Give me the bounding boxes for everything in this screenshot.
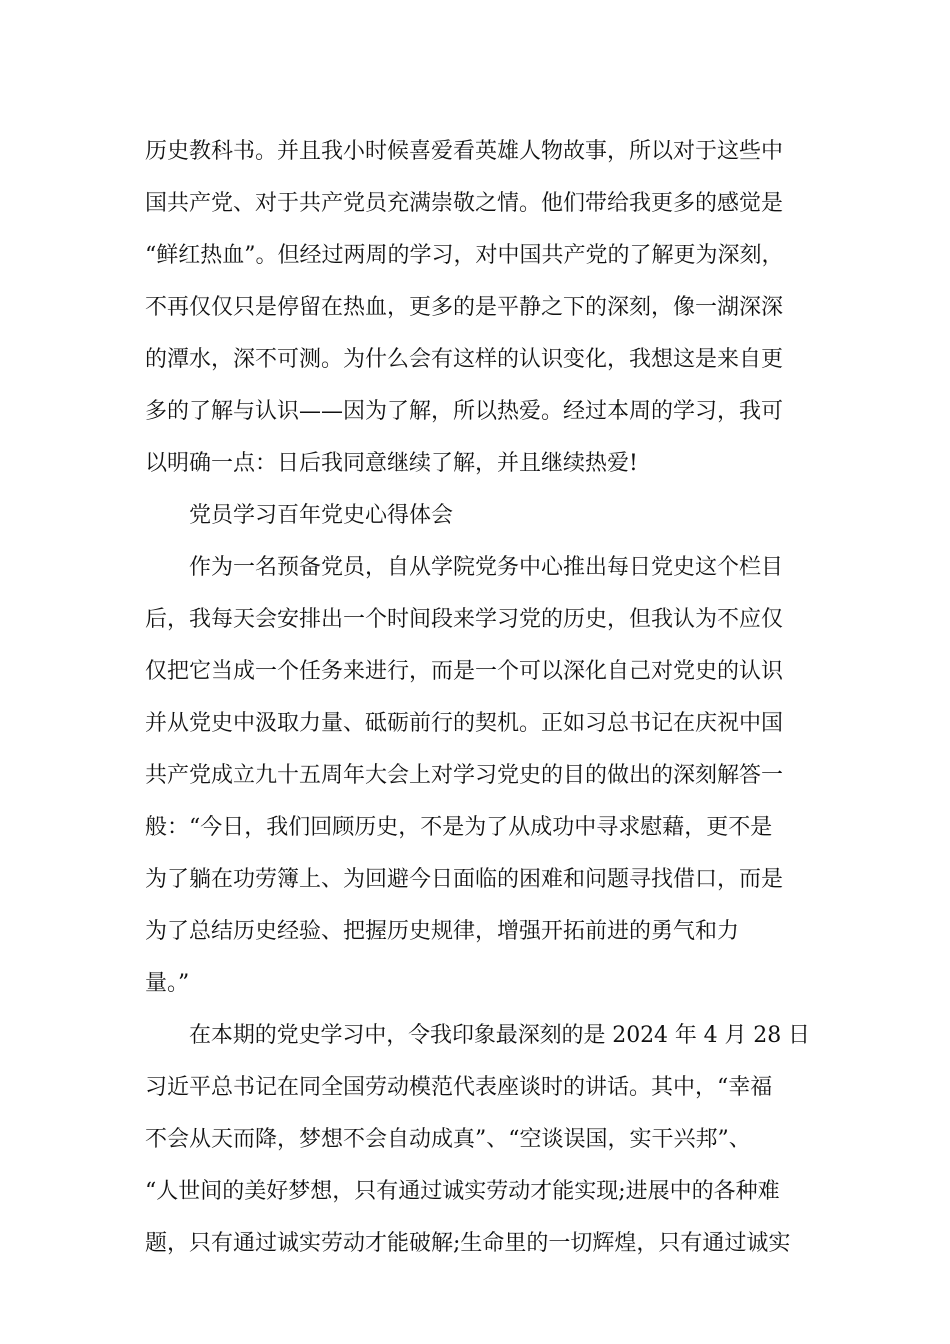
text-line: 为了躺在功劳簿上、为回避今日面临的困难和问题寻找借口，而是	[145, 867, 784, 892]
text-line: 作为一名预备党员，自从学院党务中心推出每日党史这个栏目	[189, 555, 784, 580]
text-line: 不会从天而降，梦想不会自动成真”、“空谈误国，实干兴邦”、	[145, 1127, 751, 1152]
text-line: 般：“今日，我们回顾历史，不是为了从成功中寻求慰藉，更不是	[145, 815, 773, 840]
text-line: 仅把它当成一个任务来进行，而是一个可以深化自己对党史的认识	[145, 659, 784, 684]
text-line: 习近平总书记在同全国劳动模范代表座谈时的讲话。其中，“幸福	[145, 1075, 773, 1100]
text-line: 后，我每天会安排出一个时间段来学习党的历史，但我认为不应仅	[145, 607, 784, 632]
text-line: 不再仅仅只是停留在热血，更多的是平静之下的深刻，像一湖深深	[145, 295, 784, 320]
text-line: 以明确一点：日后我同意继续了解，并且继续热爱!	[145, 451, 638, 476]
text-line: 并从党史中汲取力量、砥砺前行的契机。正如习总书记在庆祝中国	[145, 711, 784, 736]
text-line: 题，只有通过诚实劳动才能破解;生命里的一切辉煌，只有通过诚实	[145, 1231, 791, 1256]
text-line: 在本期的党史学习中，令我印象最深刻的是 2024 年 4 月 28 日	[189, 1023, 810, 1048]
document-body	[145, 126, 810, 1270]
section-heading: 党员学习百年党史心得体会	[189, 503, 454, 528]
text-line: 多的了解与认识——因为了解，所以热爱。经过本周的学习，我可	[145, 399, 784, 424]
text-line: 量。”	[145, 971, 190, 996]
text-line: 国共产党、对于共产党员充满崇敬之情。他们带给我更多的感觉是	[145, 191, 784, 216]
text-line: “鲜红热血”。但经过两周的学习，对中国共产党的了解更为深刻，	[145, 243, 784, 268]
text-line: 历史教科书。并且我小时候喜爱看英雄人物故事，所以对于这些中	[145, 139, 784, 164]
text-line: “人世间的美好梦想，只有通过诚实劳动才能实现;进展中的各种难	[145, 1179, 780, 1204]
text-line: 共产党成立九十五周年大会上对学习党史的目的做出的深刻解答一	[145, 763, 784, 788]
text-line: 的潭水，深不可测。为什么会有这样的认识变化，我想这是来自更	[145, 347, 784, 372]
text-line: 为了总结历史经验、把握历史规律，增强开拓前进的勇气和力	[145, 919, 740, 944]
